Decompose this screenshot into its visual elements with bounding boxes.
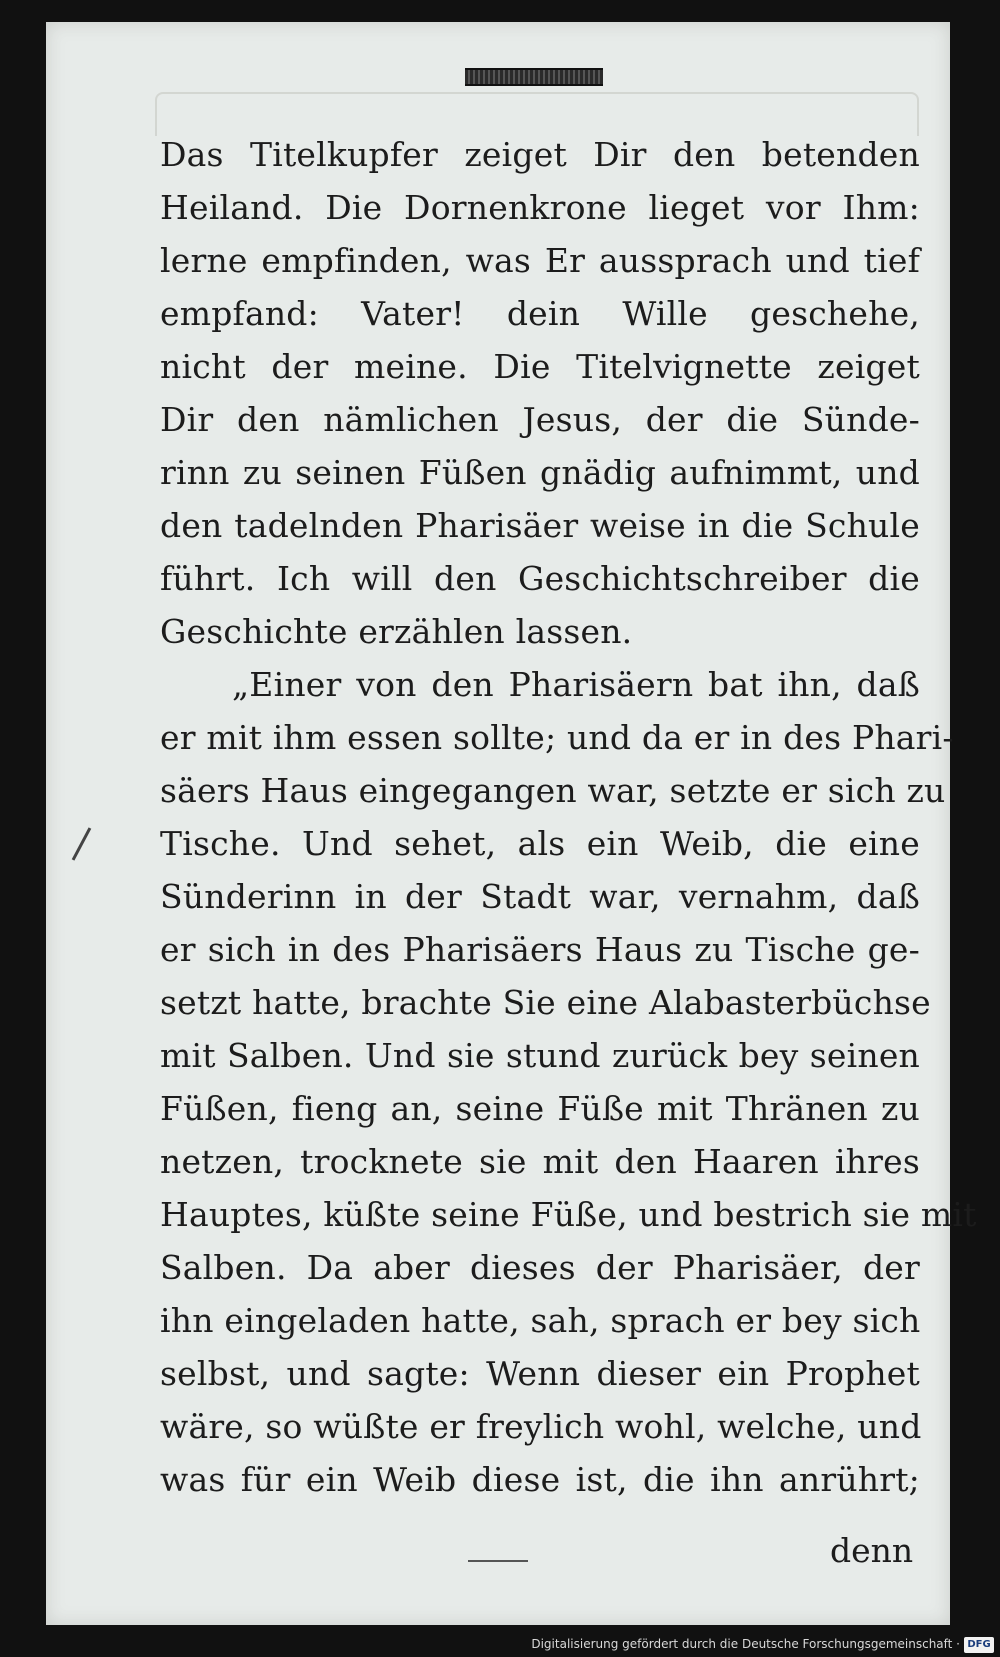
text-line: rinn zu seinen Füßen gnädig aufnimmt, und [160,453,920,492]
text-line: führt. Ich will den Geschichtschreiber die [160,559,920,598]
text-line: netzen, trocknete sie mit den Haaren ihres [160,1142,920,1181]
text-line: er mit ihm essen sollte; und da er in des Phari- [160,718,954,757]
text-line: den tadelnden Pharisäer weise in die Schule [160,506,920,545]
text-line: lerne empfinden, was Er aussprach und tief [160,241,920,280]
text-line: Geschichte erzählen lassen. [160,612,633,651]
text-line: er sich in des Pharisäers Haus zu Tische ge- [160,930,920,969]
text-line: säers Haus eingegangen war, setzte er sich zu [160,771,946,810]
dfg-logo: DFG [964,1637,994,1653]
text-line: „Einer von den Pharisäern bat ihn, daß [232,665,920,704]
text-line: ihn eingeladen hatte, sah, sprach er bey sich [160,1301,921,1340]
text-line: empfand: Vater! dein Wille geschehe, [160,294,920,333]
text-line: setzt hatte, brachte Sie eine Alabasterbüchse [160,983,931,1022]
text-line: Dir den nämlichen Jesus, der die Sünde- [160,400,920,439]
catchword: denn [830,1531,914,1570]
text-line: Füßen, fieng an, seine Füße mit Thränen zu [160,1089,920,1128]
text-line: nicht der meine. Die Titelvignette zeiget [160,347,920,386]
text-line: wäre, so wüßte er freylich wohl, welche, und [160,1407,922,1446]
page-ornament [465,68,603,86]
digitization-credit: Digitalisierung gefördert durch die Deutsche Forschungsgemeinschaft · [531,1637,960,1651]
text-line: Heiland. Die Dornenkrone lieget vor Ihm: [160,188,920,227]
text-line: mit Salben. Und sie stund zurück bey seinen [160,1036,920,1075]
text-line: was für ein Weib diese ist, die ihn anrührt; [160,1460,920,1499]
body-text [160,128,977,1506]
text-line: Hauptes, küßte seine Füße, und bestrich sie mit [160,1195,977,1234]
text-line: selbst, und sagte: Wenn dieser ein Prophet [160,1354,920,1393]
text-line: Sünderinn in der Stadt war, vernahm, daß [160,877,920,916]
text-line: Salben. Da aber dieses der Pharisäer, der [160,1248,920,1287]
text-line: Tische. Und sehet, als ein Weib, die eine [160,824,920,863]
text-line: Das Titelkupfer zeiget Dir den betenden [160,135,920,174]
footer-rule [468,1560,528,1562]
